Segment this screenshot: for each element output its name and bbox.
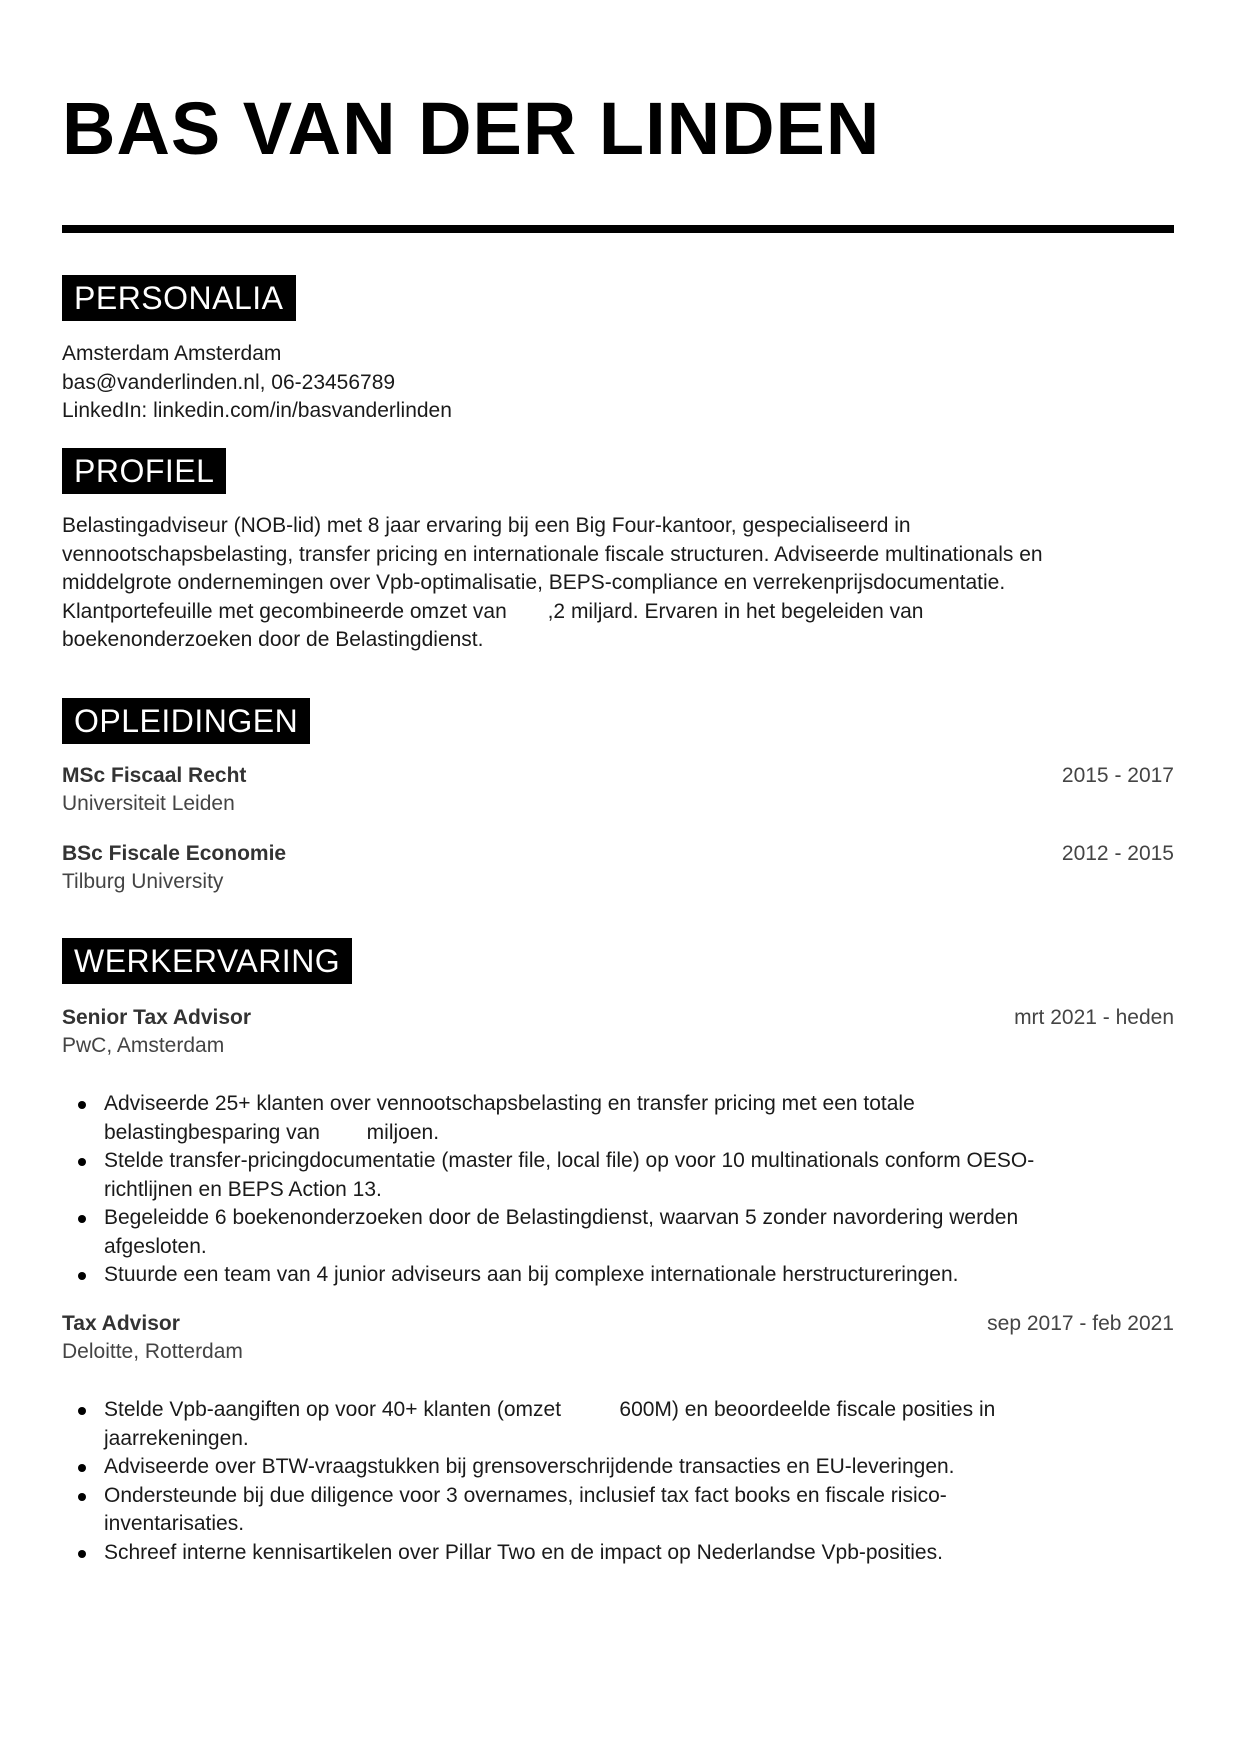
bullet-text: richtlijnen en BEPS Action 13. xyxy=(104,1177,382,1201)
bullet-text: Stuurde een team van 4 junior adviseurs aan bij complexe internationale herstructureringen. xyxy=(104,1263,959,1286)
profile-line: Belastingadviseur (NOB-lid) met 8 jaar ervaring bij een Big Four-kantoor, gespecialiseerd in xyxy=(62,514,911,537)
bullet-text: Schreef interne kennisartikelen over Pillar Two en de impact op Nederlandse Vpb-posities. xyxy=(104,1540,943,1564)
education-period: 2015 - 2017 xyxy=(1061,764,1174,787)
bullet-text: afgesloten. xyxy=(104,1234,207,1258)
header-divider xyxy=(62,225,1174,233)
bullet-icon xyxy=(78,1550,86,1558)
education-institution: Universiteit Leiden xyxy=(62,792,235,815)
section-heading-profiel: PROFIEL xyxy=(62,448,226,494)
education-institution: Tilburg University xyxy=(62,870,224,893)
contact-linkedin: LinkedIn: linkedin.com/in/basvanderlinden xyxy=(62,399,452,422)
education-item xyxy=(62,762,1174,818)
bullet-icon xyxy=(78,1464,86,1472)
list-item xyxy=(104,1204,1174,1261)
job-header xyxy=(62,1310,1174,1366)
profile-line: vennootschapsbelasting, transfer pricing en internationale fiscale structuren. Adviseerde multinationals en xyxy=(62,542,1043,566)
bullet-icon xyxy=(78,1101,86,1109)
section-heading-personalia: PERSONALIA xyxy=(62,275,296,321)
bullet-icon xyxy=(78,1272,86,1280)
list-item xyxy=(104,1539,1174,1568)
bullet-text: belastingbesparing van miljoen. xyxy=(104,1120,440,1144)
list-item xyxy=(104,1453,1174,1482)
job-header xyxy=(62,1004,1174,1060)
bullet-text: Adviseerde over BTW-vraagstukken bij grensoverschrijdende transacties en EU-leveringen. xyxy=(104,1455,955,1478)
bullet-icon xyxy=(78,1407,86,1415)
bullet-text: Begeleidde 6 boekenonderzoeken door de Belastingdienst, waarvan 5 zonder navordering werden xyxy=(104,1206,1019,1229)
bullet-icon xyxy=(78,1158,86,1166)
job-period: mrt 2021 - heden xyxy=(1014,1006,1174,1029)
job-period: sep 2017 - feb 2021 xyxy=(987,1312,1174,1335)
list-item xyxy=(104,1482,1174,1539)
job-achievements xyxy=(62,1090,1174,1290)
bullet-text: Stelde Vpb-aangiften op voor 40+ klanten (omzet 600M) en beoordeelde fiscale posities in xyxy=(104,1398,996,1421)
section-heading-werkervaring: WERKERVARING xyxy=(62,938,352,984)
bullet-icon xyxy=(78,1493,86,1501)
list-item xyxy=(104,1147,1174,1204)
job-title: Senior Tax Advisor xyxy=(62,1006,252,1029)
education-degree: MSc Fiscaal Recht xyxy=(62,764,247,787)
job-achievements xyxy=(62,1396,1174,1567)
job-company: PwC, Amsterdam xyxy=(62,1034,225,1057)
profile-line: Klantportefeuille met gecombineerde omzet van ,2 miljard. Ervaren in het begeleiden van xyxy=(62,599,924,623)
job-title: Tax Advisor xyxy=(62,1312,180,1335)
job-company: Deloitte, Rotterdam xyxy=(62,1340,243,1363)
bullet-text: jaarrekeningen. xyxy=(104,1426,249,1450)
list-item xyxy=(104,1261,1174,1290)
contact-details xyxy=(62,340,1174,426)
profile-summary xyxy=(62,512,1174,655)
bullet-text: inventarisaties. xyxy=(104,1512,245,1535)
list-item xyxy=(104,1090,1174,1147)
bullet-text: Adviseerde 25+ klanten over vennootschapsbelasting en transfer pricing met een totale xyxy=(104,1092,915,1115)
list-item xyxy=(104,1396,1174,1453)
profile-line: middelgrote ondernemingen over Vpb-optimalisatie, BEPS-compliance en verrekenprijsdocumentatie. xyxy=(62,571,1006,594)
profile-line: boekenonderzoeken door de Belastingdienst. xyxy=(62,628,484,651)
section-heading-opleidingen: OPLEIDINGEN xyxy=(62,698,310,744)
candidate-name: BAS VAN DER LINDEN xyxy=(62,87,881,170)
contact-email-phone: bas@vanderlinden.nl, 06-23456789 xyxy=(62,370,396,394)
bullet-text: Stelde transfer-pricingdocumentatie (master file, local file) op voor 10 multinationals conform OESO- xyxy=(104,1149,1035,1172)
bullet-text: Ondersteunde bij due diligence voor 3 overnames, inclusief tax fact books en fiscale risico- xyxy=(104,1483,947,1507)
education-period: 2012 - 2015 xyxy=(1061,842,1174,865)
contact-location: Amsterdam Amsterdam xyxy=(62,342,282,365)
bullet-icon xyxy=(78,1215,86,1223)
education-degree: BSc Fiscale Economie xyxy=(62,842,287,865)
education-item xyxy=(62,840,1174,896)
